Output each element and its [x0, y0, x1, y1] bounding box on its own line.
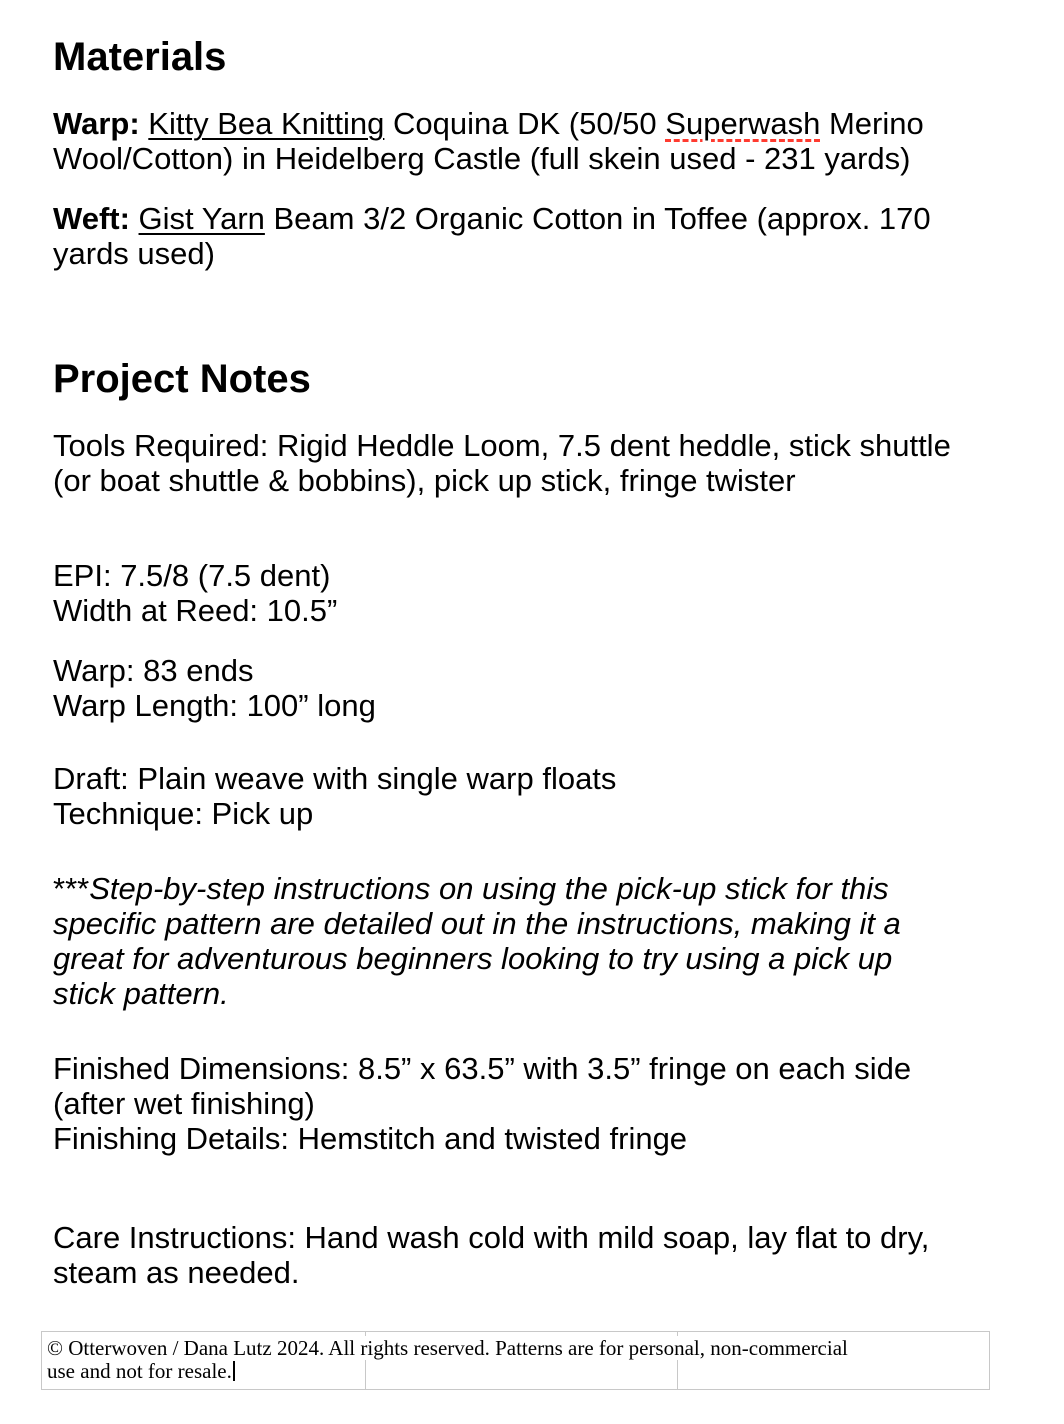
sett-paragraph: EPI: 7.5/8 (7.5 dent) Width at Reed: 10.5” [53, 558, 338, 628]
weft-paragraph [53, 201, 1064, 271]
document-body [0, 34, 1064, 1290]
copyright-table [41, 1331, 990, 1390]
draft-paragraph: Draft: Plain weave with single warp floats Technique: Pick up [53, 761, 617, 831]
weft-text-tail: Beam 3/2 Organic Cotton in Toffee (approx. 170 yards used) [53, 201, 931, 271]
warp-text-tail: Merino Wool/Cotton) in Heidelberg Castle (full skein used - 231 yards) [53, 106, 924, 176]
materials-heading: Materials [53, 35, 227, 79]
warp-label: Warp: [53, 106, 149, 141]
warp-count-paragraph: Warp: 83 ends Warp Length: 100” long [53, 653, 376, 723]
tools-paragraph: Tools Required: Rigid Heddle Loom, 7.5 dent heddle, stick shuttle (or boat shuttle & bobbins), pick up stick, fringe twister [53, 428, 951, 498]
warp-text-mid: Coquina DK (50/50 [384, 106, 666, 141]
dimensions-paragraph: Finished Dimensions: 8.5” x 63.5” with 3.5” fringe on each side (after wet finishing) Finishing Details: Hemstitch and twisted fringe [53, 1051, 912, 1156]
weft-label: Weft: [53, 201, 139, 236]
text-cursor [233, 1361, 235, 1381]
note-asterisks: *** [53, 871, 90, 906]
kitty-bea-knitting-link[interactable]: Kitty Bea Knitting [148, 106, 385, 141]
care-paragraph: Care Instructions: Hand wash cold with mild soap, lay flat to dry, steam as needed. [53, 1220, 930, 1290]
pattern-note-paragraph [53, 871, 1064, 1011]
copyright-text: © Otterwoven / Dana Lutz 2024. All rights reserved. Patterns are for personal, non-commercial use and not for resale. [47, 1336, 848, 1383]
warp-paragraph [53, 106, 1064, 176]
note-italic-text: Step-by-step instructions on using the pick-up stick for this specific pattern are detailed out in the instructions, making it a great for adventurous beginners looking to try using a pick up stick pattern. [53, 871, 901, 1011]
copyright-cell[interactable] [47, 1337, 848, 1383]
warp-misspelled-word: Superwash [665, 106, 821, 141]
gist-yarn-link[interactable]: Gist Yarn [138, 201, 265, 236]
project-notes-heading: Project Notes [53, 357, 311, 401]
